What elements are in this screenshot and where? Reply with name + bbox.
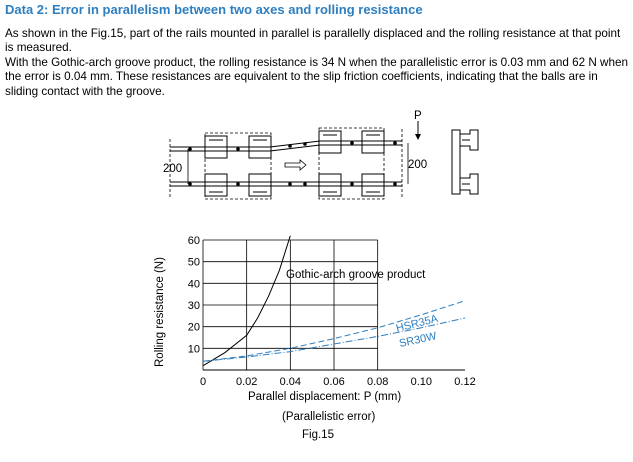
x-tick-label: 0.10 [410,376,433,388]
force-label: P [414,110,422,122]
x-axis-label: Parallel displacement: P (mm) [248,391,402,403]
dimension-right: 200 [408,159,428,171]
rolling-resistance-chart [154,235,476,441]
y-tick-label: 60 [187,235,200,247]
legend-hsr35a: HSR35A [394,312,440,335]
x-tick-label: 0 [199,376,207,388]
dimension-left: 200 [163,163,183,175]
x-tick-label: 0.12 [454,376,476,388]
y-tick-label: 40 [187,278,200,291]
paragraph-results: With the Gothic-arch groove product, the rolling resistance is 34 N when the parallelistic error is 0.03 mm and 62 N when the error is 0.04 mm. These resistances are equivalent to the slip friction coefficients, indicating that the balls are in sliding contact with the groove. [5,55,628,98]
x-tick-label: 0.08 [366,376,389,388]
chart-grid [203,240,465,370]
x-tick-label: 0.06 [323,376,345,388]
x-tick-label: 0.02 [235,376,258,388]
y-axis-label: Rolling resistance (N) [154,257,166,367]
legend-sr30w: SR30W [398,330,438,350]
section-heading: Data 2: Error in parallelism between two axes and rolling resistance [5,2,423,17]
y-tick-label: 10 [187,343,200,356]
legend-gothic-arch: Gothic-arch groove product [286,269,426,281]
x-axis-sublabel: (Parallelistic error) [282,411,376,423]
y-tick-label: 50 [187,256,200,269]
y-tick-label: 20 [187,321,200,334]
rail-side-view [452,130,478,194]
paragraph-intro: As shown in the Fig.15, part of the rails mounted in parallel is parallelly displaced and the rolling resistance at that point is measured. [5,27,621,55]
x-tick-label: 0.04 [279,376,302,388]
figure-caption: Fig.15 [302,429,334,441]
movement-arrow-icon [285,160,306,170]
y-tick-label: 30 [187,300,200,312]
